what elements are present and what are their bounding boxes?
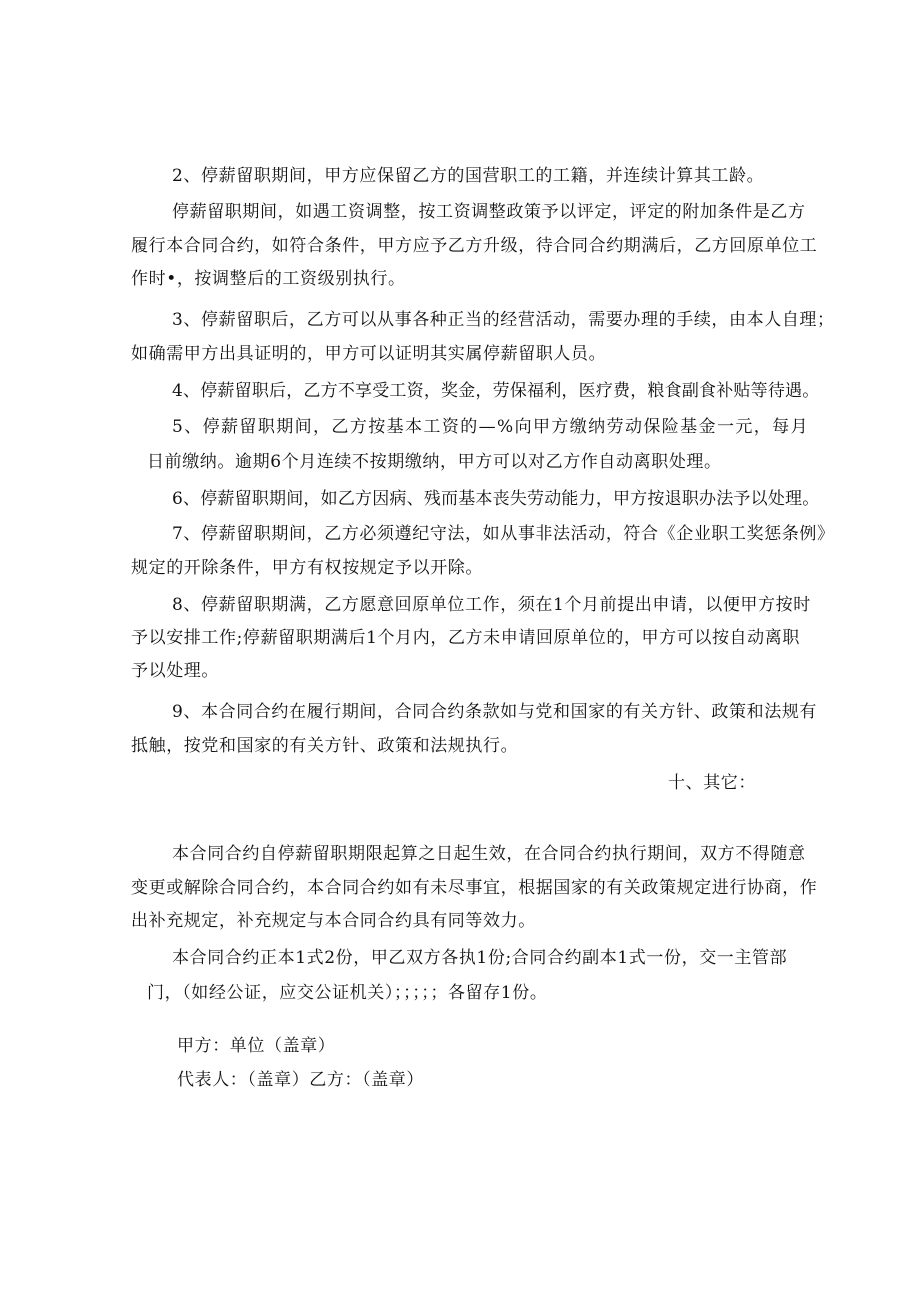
clause-8-line-3: 予以处理。 bbox=[131, 661, 219, 681]
clause-8-line-1: 8、停薪留职期满，乙方愿意回原单位工作，须在1个月前提出申请，以便甲方按时 bbox=[172, 595, 811, 615]
clause-2-sub-line-3: 作时•，按调整后的工资级别执行。 bbox=[131, 269, 406, 289]
clause-7-line-2: 规定的开除条件，甲方有权按规定予以开除。 bbox=[131, 558, 483, 578]
clause-2-line-1: 2、停薪留职期间，甲方应保留乙方的国营职工的工籍，并连续计算其工龄。 bbox=[172, 166, 765, 186]
section-10-para-2-line-2: 门，（如经公证，应交公证机关）；；；；；各留存1份。 bbox=[147, 983, 548, 1003]
section-10-para-2-line-1: 本合同合约正本1式2份，甲乙双方各执1份;合同合约副本1式一份，交一主管部 bbox=[172, 948, 788, 968]
clause-3-line-2: 如确需甲方出具证明的，甲方可以证明其实属停薪留职人员。 bbox=[131, 344, 607, 364]
clause-9-line-2: 抵触，按党和国家的有关方针、政策和法规执行。 bbox=[131, 736, 519, 756]
clause-5-line-2: 日前缴纳。逾期6个月连续不按期缴纳，甲方可以对乙方作自动离职处理。 bbox=[147, 452, 722, 472]
clause-2-sub-line-2: 履行本合同合约，如符合条件，甲方应予乙方升级，待合同合约期满后，乙方回原单位工 bbox=[131, 236, 818, 256]
clause-4-line-1: 4、停薪留职后，乙方不享受工资，奖金，劳保福利，医疗费，粮食副食补贴等待遇。 bbox=[172, 381, 820, 401]
section-10-para-1-line-1: 本合同合约自停薪留职期限起算之日起生效，在合同合约执行期间，双方不得随意 bbox=[172, 844, 806, 864]
clause-7-line-1: 7、停薪留职期间，乙方必须遵纪守法，如从事非法活动，符合《企业职工奖惩条例》 bbox=[172, 524, 835, 544]
section-10-para-1-line-2: 变更或解除合同合约，本合同合约如有未尽事宜，根据国家的有关政策规定进行协商，作 bbox=[131, 878, 818, 898]
section-10-para-1-line-3: 出补充规定，补充规定与本合同合约具有同等效力。 bbox=[131, 911, 536, 931]
clause-9-line-1: 9、本合同合约在履行期间，合同合约条款如与党和国家的有关方针、政策和法规有 bbox=[172, 702, 818, 722]
clause-8-line-2: 予以安排工作;停薪留职期满后1个月内，乙方未申请回原单位的，甲方可以按自动离职 bbox=[131, 628, 800, 648]
clause-3-line-1: 3、停薪留职后，乙方可以从事各种正当的经营活动，需要办理的手续，由本人自理； bbox=[172, 310, 835, 330]
section-10-heading: 十、其它： bbox=[668, 773, 756, 793]
clause-6-line-1: 6、停薪留职期间，如乙方因病、残而基本丧失劳动能力，甲方按退职办法予以处理。 bbox=[172, 489, 820, 509]
clause-2-sub-line-1: 停薪留职期间，如遇工资调整，按工资调整政策予以评定，评定的附加条件是乙方 bbox=[172, 202, 806, 222]
signature-representative-party-b: 代表人：（盖章）乙方：（盖章） bbox=[177, 1070, 424, 1090]
signature-party-a: 甲方：单位（盖章） bbox=[177, 1036, 336, 1056]
clause-5-line-1: 5、停薪留职期间，乙方按基本工资的—%向甲方缴纳劳动保险基金一元，每月 bbox=[172, 417, 809, 437]
